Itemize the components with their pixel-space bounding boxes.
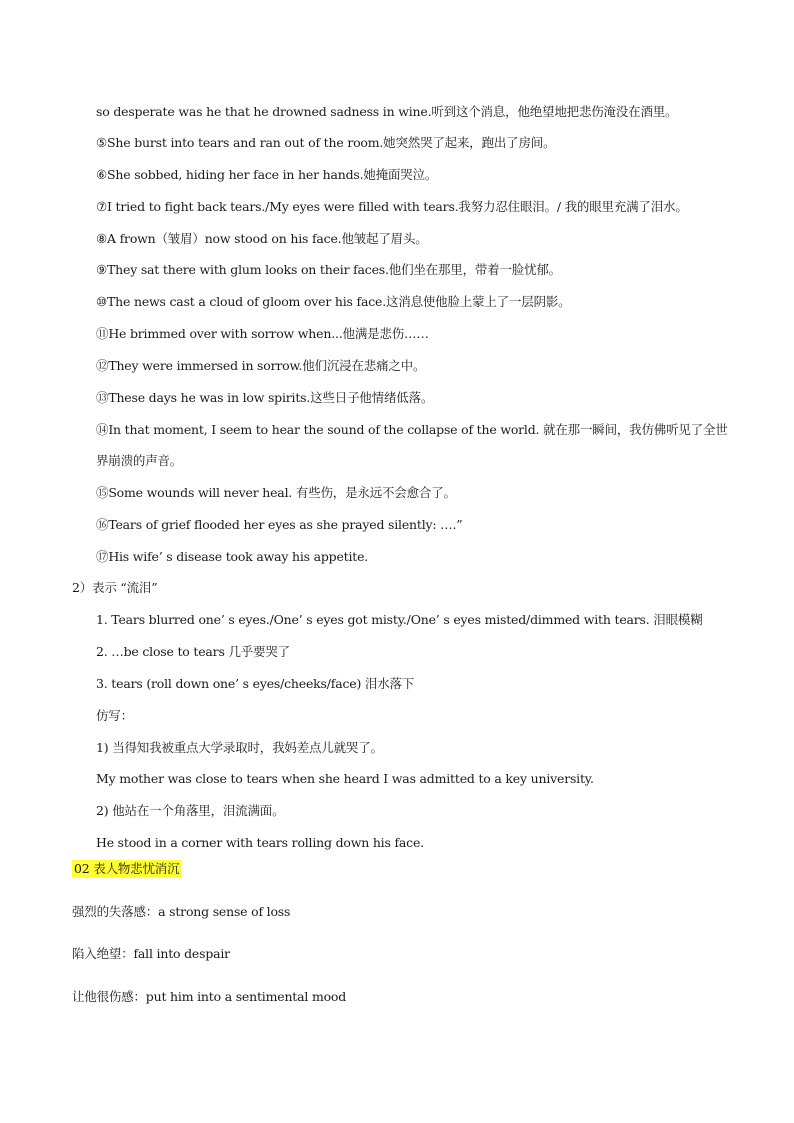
sentence-text: I tried to fight back tears./My eyes were filled with tears.我努力忍住眼泪。/ 我的眼里充满了泪水。 [107,199,688,214]
sentence-text: In that moment, I seem to hear the sound of the collapse of the world. 就在那一瞬间，我仿佛听见了全世 [108,422,728,437]
circled-number: ⑪ [96,326,109,341]
sentence-15 [96,484,456,502]
section-heading [72,860,181,878]
sentence-10 [96,293,570,311]
sentence-6 [96,166,437,184]
practice-prompt-1: 1) 当得知我被重点大学录取时，我妈差点儿就哭了。 [96,740,383,755]
tear-phrase-2: 2. …be close to tears 几乎要哭了 [96,644,290,659]
intro-line: so desperate was he that he drowned sadness in wine.听到这个消息，他绝望地把悲伤淹没在酒里。 [96,104,678,119]
vocab-item-1: 强烈的失落感：a strong sense of loss [72,904,291,919]
practice-prompt-2: 2) 他站在一个角落里，泪流满面。 [96,803,285,818]
sentence-text: He brimmed over with sorrow when...他满是悲伤…… [108,326,429,341]
sentence-13 [96,389,433,407]
circled-number: ⑧ [96,231,108,246]
sentence-text: These days he was in low spirits.这些日子他情绪低落。 [108,390,434,405]
vocab-item-3: 让他很伤感：put him into a sentimental mood [72,989,347,1004]
practice-label: 仿写： [96,708,133,723]
sentence-14-continuation: 界崩溃的声音。 [96,453,183,468]
sentence-7 [96,198,688,216]
circled-number: ⑮ [96,485,109,500]
tear-phrase-3: 3. tears (roll down one’ s eyes/cheeks/face) 泪水落下 [96,676,415,691]
circled-number: ⑬ [96,390,109,405]
sentence-16 [96,516,462,534]
circled-number: ⑩ [96,294,108,309]
sentence-text: She sobbed, hiding her face in her hands.她掩面哭泣。 [107,167,438,182]
circled-number: ⑯ [96,517,109,532]
circled-number: ⑥ [96,167,108,182]
circled-number: ⑰ [96,549,109,564]
circled-number: ⑫ [96,358,109,373]
circled-number: ⑦ [96,199,108,214]
sentence-8 [96,230,428,248]
vocab-item-2: 陷入绝望：fall into despair [72,946,230,961]
sentence-text: Tears of grief flooded her eyes as she prayed silently: ….” [108,517,463,532]
sentence-9 [96,261,561,279]
practice-answer-2: He stood in a corner with tears rolling down his face. [96,835,424,850]
circled-number: ⑭ [96,422,109,437]
sentence-text: They were immersed in sorrow.他们沉浸在悲痛之中。 [108,358,426,373]
sentence-14 [96,421,728,439]
sentence-text: His wife’ s disease took away his appetite. [108,549,369,564]
section-heading-highlight: 02 表人物悲忧消沉 [74,861,180,876]
sentence-text: She burst into tears and ran out of the room.她突然哭了起来，跑出了房间。 [107,135,556,150]
sentence-17 [96,548,368,566]
sentence-text: Some wounds will never heal. 有些伤，是永远不会愈合了。 [108,485,456,500]
sentence-11 [96,325,429,343]
subsection-heading: 2）表示 “流泪” [72,580,158,595]
tear-phrase-1: 1. Tears blurred one’ s eyes./One’ s eyes got misty./One’ s eyes misted/dimmed with tears. 泪眼模糊 [96,612,703,627]
sentence-text: The news cast a cloud of gloom over his face.这消息使他脸上蒙上了一层阴影。 [107,294,571,309]
circled-number: ⑨ [96,262,108,277]
sentence-5 [96,134,555,152]
sentence-text: A frown（皱眉）now stood on his face.他皱起了眉头。 [107,231,428,246]
circled-number: ⑤ [96,135,108,150]
sentence-12 [96,357,425,375]
sentence-text: They sat there with glum looks on their faces.他们坐在那里，带着一脸忧郁。 [107,262,561,277]
practice-answer-1: My mother was close to tears when she heard I was admitted to a key university. [96,771,594,786]
